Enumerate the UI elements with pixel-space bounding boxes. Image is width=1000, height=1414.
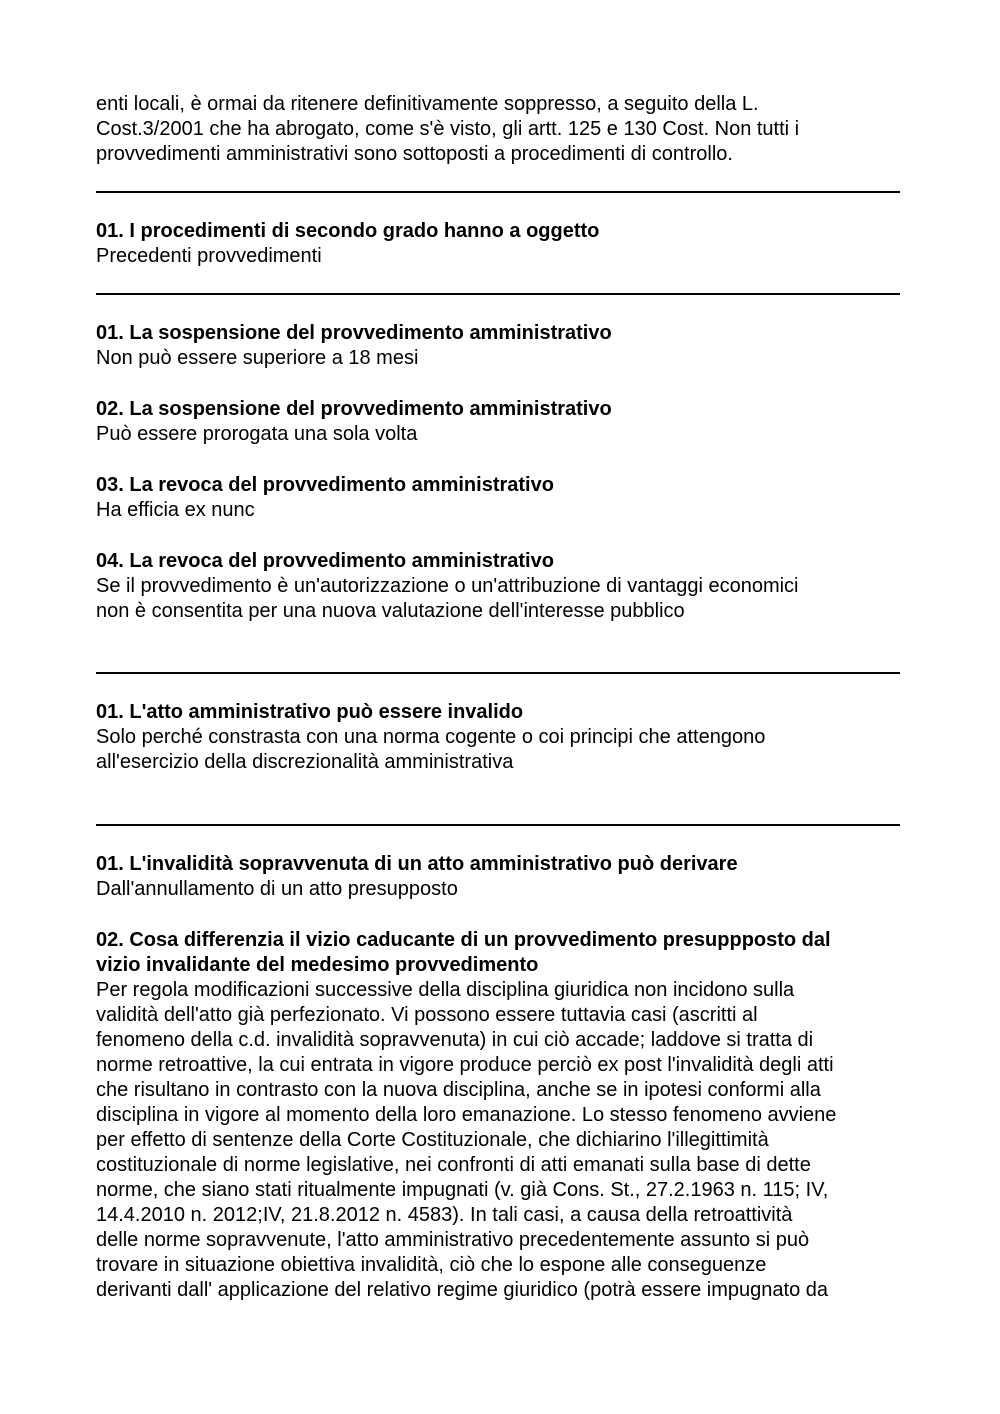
answer-text: Per regola modificazioni successive della disciplina giuridica non incidono sulla validità dell'atto già perfezionato. Vi possono essere tuttavia casi (ascritti al fenomeno della c.d. invalidità sopravvenuta) in cui ciò accade; laddove si tratta di norme retroattive, la cui entrata in vigore produce perciò ex post l'invalidità degli atti che risultano in contrasto con la nuova disciplina, anche se in ipotesi conformi alla disciplina in vigore al momento della loro emanazione. Lo stesso fenomeno avviene per effetto di sentenze della Corte Costituzionale, che dichiarino l'illegittimità costituzionale di norme legislative, nei confronti di atti emanati sulla base di dette norme, che siano stati ritualmente impugnati (v. già Cons. St., 27.2.1963 n. 115; IV, 14.4.2010 n. 2012;IV, 21.8.2012 n. 4583). In tali casi, a causa della retroattività delle norme sopravvenute, l'atto amministrativo precedentemente assunto si può trovare in situazione obiettiva invalidità, ciò che lo espone alle conseguenze derivanti dall' applicazione del relativo regime giuridico (potrà essere impugnato da: [96, 979, 837, 1301]
section-2: [96, 321, 900, 624]
section-4: [96, 852, 900, 1303]
section-divider: [96, 824, 900, 826]
question-text: 02. La sospensione del provvedimento amministrativo: [96, 398, 612, 420]
question-text: 03. La revoca del provvedimento amministrativo: [96, 474, 554, 496]
section-divider: [96, 191, 900, 193]
answer-text: Può essere prorogata una sola volta: [96, 423, 418, 445]
answer-text: Solo perché constrasta con una norma cogente o coi principi che attengono all'esercizio della discrezionalità amministrativa: [96, 726, 766, 773]
answer-text: Precedenti provvedimenti: [96, 245, 322, 267]
intro-paragraph: enti locali, è ormai da ritenere definitivamente soppresso, a seguito della L. Cost.3/2001 che ha abrogato, come s'è visto, gli artt. 125 e 130 Cost. Non tutti i provvedimenti amministrativi sono sottoposti a procedimenti di controllo.: [96, 93, 800, 165]
question-text: 01. La sospensione del provvedimento amministrativo: [96, 322, 612, 344]
answer-text: Ha efficia ex nunc: [96, 499, 255, 521]
question-text: 04. La revoca del provvedimento amministrativo: [96, 550, 554, 572]
section-1: [96, 219, 900, 269]
section-divider: [96, 672, 900, 674]
answer-text: Dall'annullamento di un atto presupposto: [96, 878, 458, 900]
question-text: 01. L'atto amministrativo può essere invalido: [96, 701, 524, 723]
answer-text: Non può essere superiore a 18 mesi: [96, 347, 419, 369]
question-text: 02. Cosa differenzia il vizio caducante di un provvedimento presuppposto dal vizio invalidante del medesimo provvedimento: [96, 929, 831, 976]
section-divider: [96, 293, 900, 295]
section-3: [96, 700, 900, 775]
document-page: [96, 92, 900, 1303]
question-text: 01. L'invalidità sopravvenuta di un atto amministrativo può derivare: [96, 853, 738, 875]
question-text: 01. I procedimenti di secondo grado hanno a oggetto: [96, 220, 600, 242]
answer-text: Se il provvedimento è un'autorizzazione o un'attribuzione di vantaggi economici non è consentita per una nuova valutazione dell'interesse pubblico: [96, 575, 799, 622]
